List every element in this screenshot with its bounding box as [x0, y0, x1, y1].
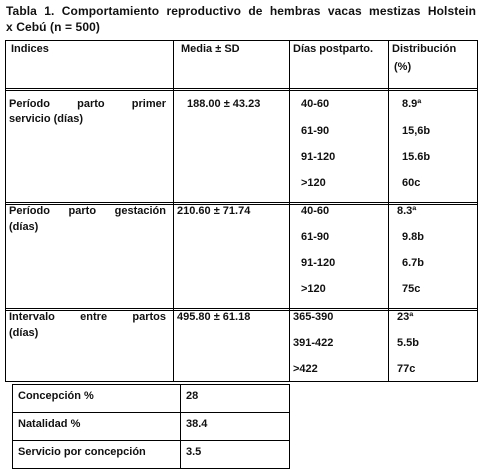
- row-1-dist-1: 8.9ª: [402, 98, 422, 110]
- row-3-dias-3: >422: [293, 363, 318, 375]
- row-2-indice-unit: (días): [9, 221, 39, 233]
- row-1-indice: Período parto primer: [9, 98, 166, 110]
- row-3-dist-3: 77c: [397, 363, 416, 375]
- header-distribucion: Distribución: [392, 43, 457, 55]
- row-1-dias-4: >120: [301, 177, 326, 189]
- row-1-dias-1: 40-60: [301, 98, 330, 110]
- row-2-media: 210.60 ± 71.74: [177, 205, 251, 217]
- summary-table: [12, 384, 290, 469]
- row-3-indice-unit: (días): [9, 327, 39, 339]
- header-media: Media ± SD: [181, 43, 240, 55]
- row-1-dias-2: 61-90: [301, 125, 330, 137]
- header-dias: Días postparto.: [293, 43, 374, 55]
- row-1-media: 188.00 ± 43.23: [187, 98, 261, 110]
- table-caption: [6, 3, 476, 35]
- row-3-dist-2: 5.5b: [397, 337, 420, 349]
- row-3-indice: Intervalo entre partos: [9, 311, 166, 323]
- summary-label-servicio: Servicio por concepción: [18, 446, 146, 458]
- header-indices: Indices: [11, 43, 49, 55]
- row-3-dias-2: 391-422: [293, 337, 334, 349]
- summary-label-natalidad: Natalidad %: [18, 418, 81, 430]
- row-1-dias-3: 91-120: [301, 151, 336, 163]
- row-1-dist-4: 60c: [402, 177, 421, 189]
- row-2-dist-4: 75c: [402, 283, 421, 295]
- row-2-dist-2: 9.8b: [402, 231, 425, 243]
- summary-label-concepcion: Concepción %: [18, 390, 94, 402]
- header-distribucion-unit: (%): [394, 61, 412, 73]
- row-2-dias-4: >120: [301, 283, 326, 295]
- summary-value-concepcion: 28: [186, 390, 199, 402]
- row-2-dist-3: 6.7b: [402, 257, 425, 269]
- row-2-dias-1: 40-60: [301, 205, 330, 217]
- row-1-dist-3: 15.6b: [402, 151, 431, 163]
- summary-value-servicio: 3.5: [186, 446, 202, 458]
- row-3-dist-1: 23ª: [397, 311, 414, 323]
- row-3-media: 495.80 ± 61.18: [177, 311, 251, 323]
- summary-value-natalidad: 38.4: [186, 418, 208, 430]
- row-1-dist-2: 15,6b: [402, 125, 431, 137]
- row-3-dias-1: 365-390: [293, 311, 334, 323]
- caption-line-1: Tabla 1. Comportamiento reproductivo de hembras vacas mestizas Holstein: [6, 4, 476, 18]
- row-2-dist-1: 8.3ª: [397, 205, 417, 217]
- row-1-indice-unit: servicio (días): [9, 113, 83, 125]
- caption-line-2: x Cebú (n = 500): [6, 20, 100, 34]
- reproductive-table: [5, 40, 478, 382]
- row-2-dias-2: 61-90: [301, 231, 330, 243]
- row-2-dias-3: 91-120: [301, 257, 336, 269]
- row-2-indice: Período parto gestación: [9, 205, 166, 217]
